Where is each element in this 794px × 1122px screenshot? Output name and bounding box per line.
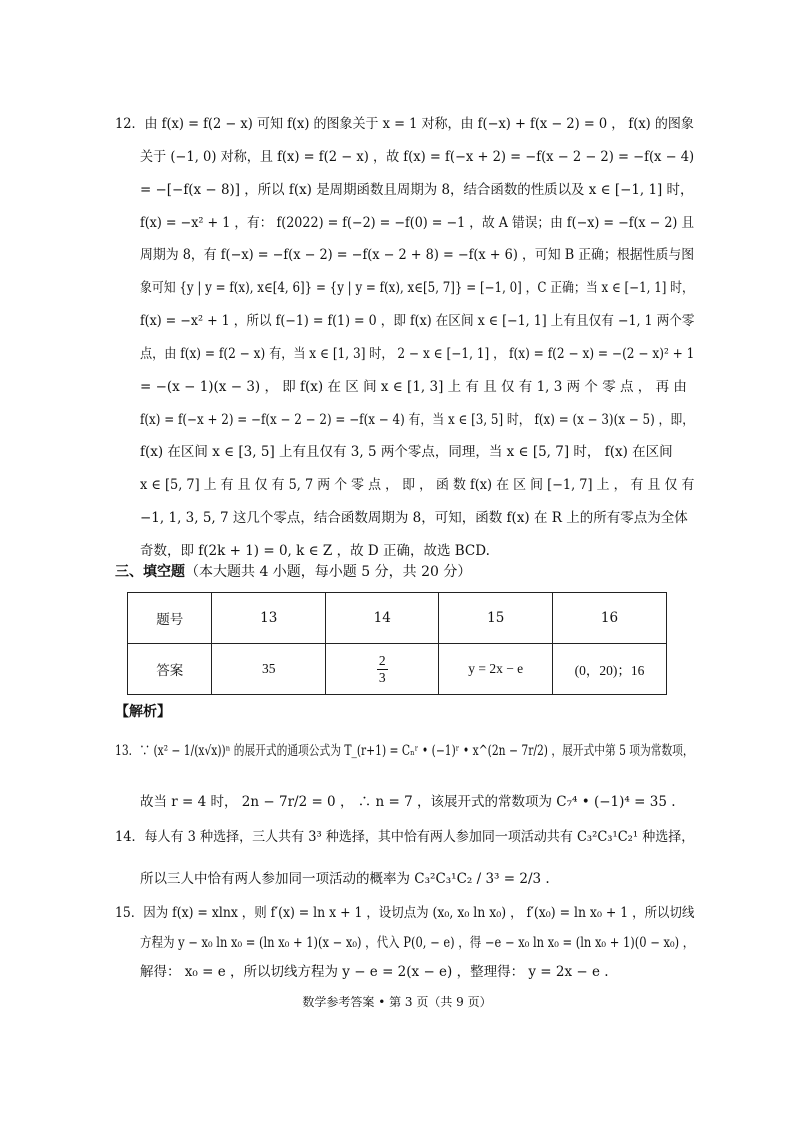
q12-line: = −(x − 1)(x − 3) ， 即 f(x) 在 区 间 x ∈ [1, 3] 上 有 且 仅 有 1, 3 两 个 零 点 ， 再 由 xyxy=(140,379,687,395)
q12-line: −1, 1, 3, 5, 7 这几个零点，结合函数周期为 8，可知，函数 f(x) 在 R 上的所有零点为全体 xyxy=(140,510,688,526)
table-row-label: 答案 xyxy=(128,644,212,695)
fraction-numerator: 2 xyxy=(378,652,386,668)
table-header-cell: 题号 xyxy=(128,593,212,644)
q14-line: 14．每人有 3 种选择，三人共有 3³ 种选择，其中恰有两人参加同一项活动共有 C₃²C₃¹C₂¹ 种选择， xyxy=(115,829,695,845)
q12-line: 关于 (−1, 0) 对称，且 f(x) = f(2 − x) ，故 f(x) = f(−x + 2) = −f(x − 2 − 2) = −f(x − 4) xyxy=(140,149,695,165)
q12-line: 周期为 8，有 f(−x) = −f(x − 2) = −f(x − 2 + 8) = −f(x + 6) ，可知 B 正确；根据性质与图 xyxy=(140,247,695,263)
q12-line: f(x) = −x² + 1 ，所以 f(−1) = f(1) = 0 ，即 f(x) 在区间 x ∈ [−1, 1] 上有且仅有 −1, 1 两个零 xyxy=(140,313,695,329)
analysis-heading: 【解析】 xyxy=(115,704,171,720)
table-header-cell: 15 xyxy=(439,593,553,644)
answer-16: (0，20)；16 xyxy=(552,644,666,695)
q14-line: 所以三人中恰有两人参加同一项活动的概率为 C₃²C₃¹C₂ / 3³ = 2/3 . xyxy=(140,871,550,887)
table-header-cell: 14 xyxy=(325,593,439,644)
q12-line: f(x) = −x² + 1 ，有： f(2022) = f(−2) = −f(0) = −1 ，故 A 错误；由 f(−x) = −f(x − 2) 且 xyxy=(140,215,695,231)
answer-14 xyxy=(325,644,439,695)
fraction-denominator: 3 xyxy=(378,669,386,685)
q15-line: 15．因为 f(x) = xlnx ，则 f′(x) = ln x + 1 ，设切点为 (x₀, x₀ ln x₀) ， f′(x₀) = ln x₀ + 1 ，所以切线 xyxy=(115,905,695,921)
q12-line: 奇数，即 f(2k + 1) = 0, k ∈ Z ，故 D 正确，故选 BCD. xyxy=(140,543,490,559)
table-header-row xyxy=(128,593,667,644)
q12-line: f(x) 在区间 x ∈ [3, 5] 上有且仅有 3, 5 两个零点，同理，当 x ∈ [5, 7] 时， f(x) 在区间 xyxy=(140,444,673,460)
q15-line: 方程为 y − x₀ ln x₀ = (ln x₀ + 1)(x − x₀) ，代入 P(0, − e) ，得 −e − x₀ ln x₀ = (ln x₀ + 1)(0 − x₀) ， xyxy=(140,935,695,951)
q12-line: 点，由 f(x) = f(2 − x) 有，当 x ∈ [1, 3] 时， 2 − x ∈ [−1, 1] ， f(x) = f(2 − x) = −(2 − x)² + 1 xyxy=(140,346,695,362)
q12-line: 12．由 f(x) = f(2 − x) 可知 f(x) 的图象关于 x = 1 对称，由 f(−x) + f(x − 2) = 0 ， f(x) 的图象 xyxy=(115,116,694,132)
table-answer-row xyxy=(128,644,667,695)
q12-line: f(x) = f(−x + 2) = −f(x − 2 − 2) = −f(x − 4) 有，当 x ∈ [3, 5] 时， f(x) = (x − 3)(x − 5) ，即， xyxy=(140,412,695,428)
section-title: 三、填空题 xyxy=(115,564,185,580)
q12-line: x ∈ [5, 7] 上 有 且 仅 有 5, 7 两 个 零 点 ， 即 ， 函 数 f(x) 在 区 间 [−1, 7] 上 ， 有 且 仅 有 xyxy=(140,477,695,493)
q15-line: 解得： x₀ = e ，所以切线方程为 y − e = 2(x − e) ，整理得： y = 2x − e . xyxy=(140,964,609,980)
answer-table xyxy=(127,592,667,695)
table-header-cell: 16 xyxy=(552,593,666,644)
q13-line: 故当 r = 4 时， 2n − 7r/2 = 0 ， ∴ n = 7 ，该展开式的常数项为 C₇⁴ • (−1)⁴ = 35 . xyxy=(140,794,676,810)
section-heading xyxy=(115,561,471,581)
q12-line: = −[−f(x − 8)] ，所以 f(x) 是周期函数且周期为 8，结合函数的性质以及 x ∈ [−1, 1] 时， xyxy=(140,182,694,198)
answer-15: y = 2x − e xyxy=(439,644,553,695)
table-header-cell: 13 xyxy=(212,593,326,644)
page-footer: 数学参考答案 • 第 3 页（共 9 页） xyxy=(302,995,492,1009)
answer-13: 35 xyxy=(212,644,326,695)
q13-line: 13．∵ (x² − 1/(x√x))ⁿ 的展开式的通项公式为 T_(r+1) = Cₙʳ • (−1)ʳ • x^(2n − 7r/2) ，展开式中第 5 项为常数项， xyxy=(115,743,694,759)
q12-line: 象可知 {y | y = f(x), x∈[4, 6]} = {y | y = f(x), x∈[5, 7]} = [−1, 0] ，C 正确；当 x ∈ [−1, 1] 时， xyxy=(140,280,694,296)
answer-14-fraction xyxy=(377,653,388,685)
section-note: （本大题共 4 小题，每小题 5 分，共 20 分） xyxy=(185,564,472,580)
